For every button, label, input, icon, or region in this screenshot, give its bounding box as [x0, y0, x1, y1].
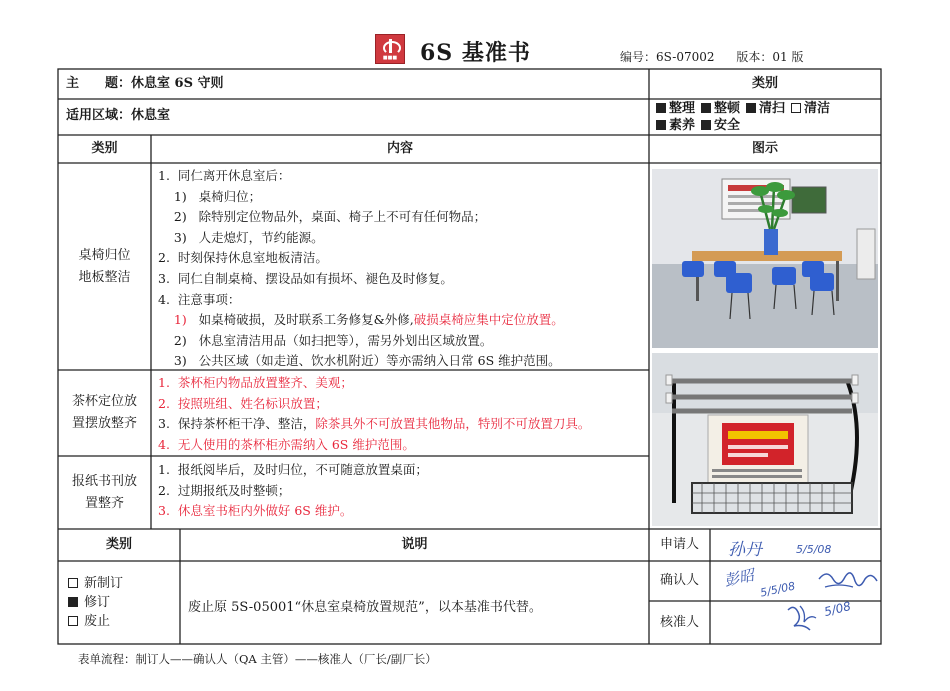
document-code: 编号：6S-07002 [620, 50, 715, 64]
checked-box-icon [701, 103, 711, 113]
document-title: 6S 基准书 [420, 40, 531, 66]
revision-description: 废止原 5S-05001“休息室桌椅放置规范”，以本基准书代替。 [188, 600, 542, 615]
section-content-newspaper [158, 460, 646, 522]
content-line [158, 269, 646, 290]
category-label: 安全 [714, 118, 741, 133]
subject-row [66, 76, 224, 92]
rev-col-category-header: 类别 [105, 537, 132, 552]
content-text: 3. 同仁自制桌椅、摆设品如有损坏、褪色及时修复。 [158, 270, 453, 286]
category-checklist [656, 100, 878, 134]
unchecked-box-icon [791, 103, 801, 113]
category-item [656, 101, 695, 116]
checked-box-icon [701, 120, 711, 130]
category-label: 整顿 [714, 101, 741, 116]
section-content-desk [158, 166, 646, 372]
content-line [158, 394, 646, 415]
highlight-text: 4. 无人使用的茶杯柜亦需纳入 6S 维护范围。 [158, 436, 415, 452]
col-picture-header: 图示 [751, 141, 778, 156]
content-text: 3) 人走熄灯，节约能源。 [158, 229, 324, 245]
category-item [746, 101, 785, 116]
section-content-cup [158, 373, 646, 455]
area-row [66, 108, 170, 124]
highlight-text: 破损桌椅应集中定位放置。 [413, 312, 564, 328]
highlight-text: 1) [158, 312, 187, 328]
category-item [791, 101, 830, 116]
approver-signature [782, 600, 822, 634]
subject-value: 休息室 6S 守则 [131, 76, 224, 91]
revision-option-label: 废止 [84, 614, 111, 629]
revision-option-label: 修订 [84, 595, 111, 610]
col-content-header: 内容 [386, 141, 413, 156]
highlight-text: 2. 按照班组、姓名标识放置； [158, 395, 328, 411]
category-header: 类别 [751, 76, 778, 91]
checked-box-icon [656, 103, 666, 113]
category-label: 清洁 [804, 101, 831, 116]
area-label: 适用区域： [66, 108, 132, 123]
content-text: 1. 同仁离开休息室后： [158, 168, 291, 183]
category-label: 清扫 [759, 101, 786, 116]
content-line [158, 351, 646, 372]
content-line [158, 460, 646, 481]
content-text: 1) 桌椅归位； [158, 188, 262, 204]
content-line [158, 331, 646, 352]
document-version: 版本：01 版 [736, 50, 804, 64]
category-label: 整理 [669, 101, 696, 116]
confirmer-signature: 彭昭 [722, 566, 756, 590]
approver-sign-date: 5/08 [822, 598, 853, 620]
confirmer-sign-date: 5/5/08 [759, 579, 797, 600]
checked-box-icon [656, 120, 666, 130]
content-text: 3. 保持茶杯柜干净、整洁， [158, 416, 316, 432]
content-line [158, 501, 646, 522]
category-label: 素养 [669, 118, 696, 133]
rev-col-desc-header: 说明 [401, 537, 428, 552]
applicant-sign-date: 5/5/08 [796, 543, 832, 556]
subject-label: 主 题： [66, 76, 132, 91]
category-item [656, 118, 695, 133]
content-text: 2) 休息室清洁用品（如扫把等），需另外划出区域放置。 [158, 332, 493, 348]
content-line [158, 290, 646, 311]
highlight-text: 1. 茶杯柜内物品放置整齐、美观； [158, 375, 353, 390]
revision-option-label: 新制订 [84, 576, 124, 591]
category-row [656, 117, 878, 134]
content-text: 4. 注意事项： [158, 291, 241, 307]
content-line [158, 166, 646, 187]
content-line [158, 187, 646, 208]
content-text: 2) 除特别定位物品外，桌面、椅子上不可有任何物品； [158, 209, 487, 225]
highlight-text: 3. 休息室书柜内外做好 6S 维护。 [158, 503, 353, 519]
content-line [158, 228, 646, 249]
col-category-header: 类别 [91, 141, 118, 156]
section-title-cup: 茶杯定位放 置摆放整齐 [71, 394, 137, 431]
section-title-newspaper: 报纸书刊放 置整齐 [71, 473, 137, 511]
checked-box-icon [746, 103, 756, 113]
form-flow: 表单流程：制订人——确认人（QA 主管）——核准人（厂长/副厂长） [78, 652, 437, 666]
content-line [158, 435, 646, 456]
content-line [158, 414, 646, 435]
section-title-desk: 桌椅归位 地板整洁 [78, 247, 131, 285]
revision-option [68, 612, 123, 631]
role-confirmer-label: 确认人 [659, 573, 699, 588]
content-text: 2. 时刻保持休息室地板清洁。 [158, 250, 328, 266]
content-text: 3) 公共区域（如走道、饮水机附近）等亦需纳入日常 6S 维护范围。 [158, 353, 561, 369]
content-line [158, 207, 646, 228]
content-text: 如桌椅破损，及时联系工务修复&外修, [186, 312, 414, 328]
category-row [656, 100, 878, 117]
content-line [158, 310, 646, 331]
newspaper-rack-photo [652, 353, 878, 526]
unchecked-box-icon [68, 616, 78, 626]
applicant-signature: 孙丹 [728, 540, 762, 560]
content-line [158, 481, 646, 502]
revision-options [68, 574, 123, 631]
break-room-photo [652, 169, 878, 348]
unchecked-box-icon [68, 578, 78, 588]
role-approver-label: 核准人 [659, 614, 699, 630]
company-logo: ■■■ [375, 34, 405, 64]
content-text: 2. 过期报纸及时整顿； [158, 482, 291, 498]
role-applicant-label: 申请人 [659, 537, 699, 552]
checked-box-icon [68, 597, 78, 607]
content-text: 1. 报纸阅毕后，及时归位，不可随意放置桌面； [158, 462, 428, 477]
highlight-text: 除茶具外不可放置其他物品，特别不可放置刀具。 [315, 416, 591, 432]
area-value: 休息室 [131, 108, 171, 123]
category-item [701, 118, 740, 133]
content-line [158, 373, 646, 394]
revision-option [68, 574, 123, 593]
category-item [701, 101, 740, 116]
revision-option [68, 593, 123, 612]
confirmer-second-signature [815, 565, 881, 597]
content-line [158, 248, 646, 269]
